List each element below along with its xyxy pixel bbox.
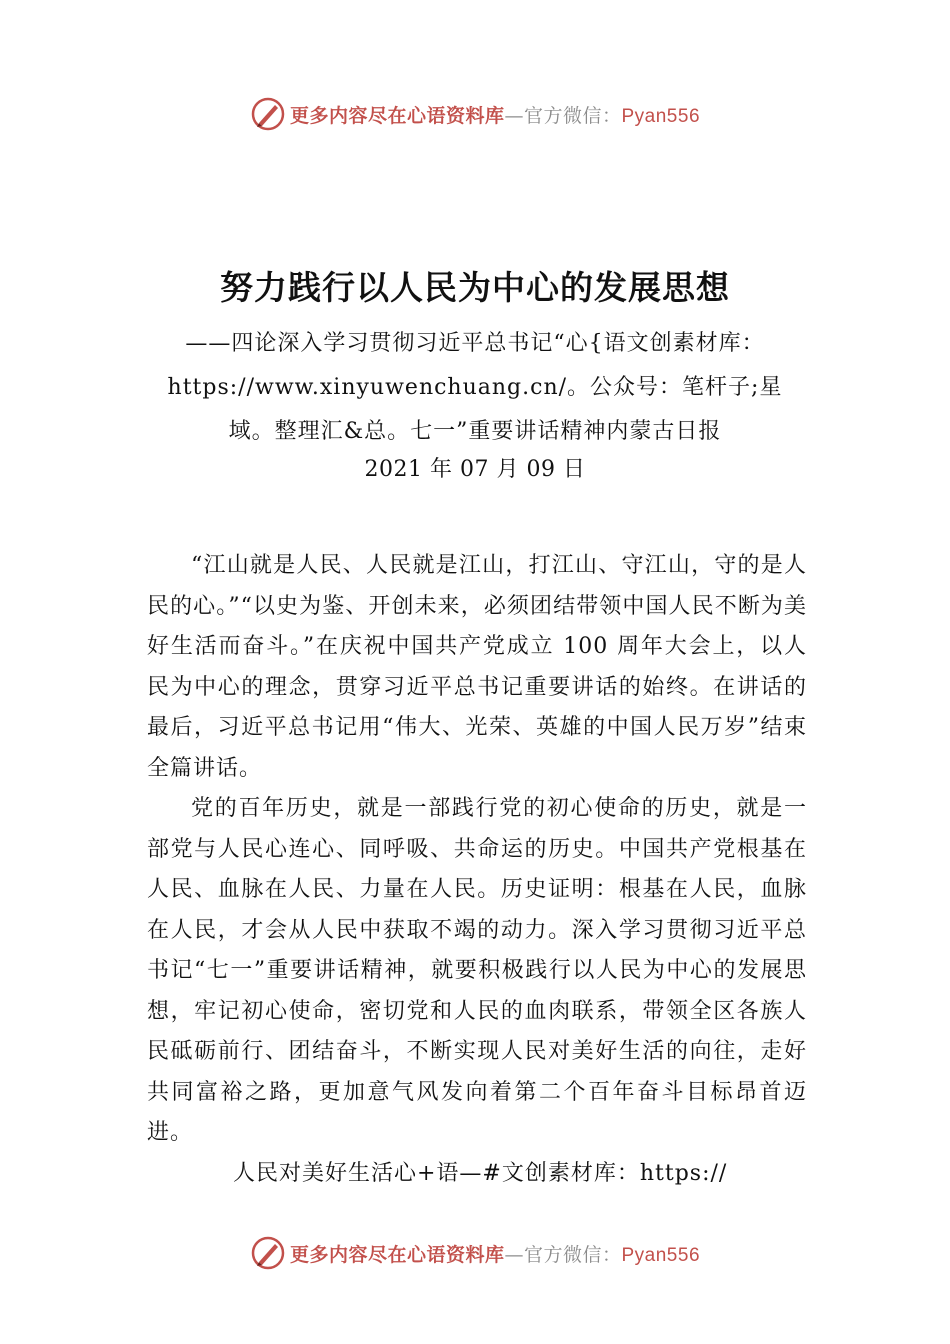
- article-body: [147, 546, 807, 1194]
- watermark-dash: —: [504, 1243, 524, 1266]
- watermark-account: Pyan556: [621, 105, 701, 127]
- watermark-banner-bottom: [0, 1233, 950, 1273]
- watermark-text: [290, 1240, 700, 1267]
- watermark-account: Pyan556: [621, 1244, 701, 1266]
- pen-circle-logo-icon: [250, 1235, 286, 1271]
- watermark-wechat-label: 官方微信：: [523, 1243, 622, 1266]
- watermark-wechat-label: 官方微信：: [523, 104, 622, 127]
- paragraph-2: 党的百年历史，就是一部践行党的初心使命的历史，就是一部党与人民心连心、同呼吸、共命运的历史。中国共产党根基在人民、血脉在人民、力量在人民。历史证明：根基在人民，血脉在人民，才会从人民中获取不竭的动力。深入学习贯彻习近平总书记“七一”重要讲话精神，就要积极践行以人民为中心的发展思想，牢记初心使命，密切党和人民的血肉联系，带领全区各族人民砥砺前行、团结奋斗，不断实现人民对美好生活的向往，走好共同富裕之路，更加意气风发向着第二个百年奋斗目标昂首迈进。: [147, 796, 807, 1145]
- watermark-banner-top: [0, 94, 950, 134]
- watermark-prefix: 更多内容尽在心语资料库: [289, 1243, 505, 1266]
- paragraph-1: “江山就是人民、人民就是江山，打江山、守江山，守的是人民的心。”“以史为鉴、开创未来，必须团结带领中国人民不断为美好生活而奋斗。”在庆祝中国共产党成立 100 周年大会上，以人民为中心的理念，贯穿习近平总书记重要讲话的始终。在讲话的最后，习近平总书记用“伟大、光荣、英雄的中国人民万岁”结束全篇讲话。: [147, 553, 807, 781]
- paragraph-tail: 人民对美好生活心+语—#文创素材库：https://: [233, 1160, 728, 1186]
- watermark-text: [290, 101, 700, 128]
- article-subtitle: ——四论深入学习贯彻习近平总书记“心{语文创素材库：https://www.xinyuwenchuang.cn/。公众号：笔杆子;星域。整理汇&总。七一”重要讲话精神内蒙古日报: [167, 331, 783, 444]
- article-title: 努力践行以人民为中心的发展思想: [220, 268, 730, 307]
- watermark-dash: —: [504, 104, 524, 127]
- article-date: 2021 年 07 月 09 日: [364, 457, 586, 482]
- watermark-prefix: 更多内容尽在心语资料库: [289, 104, 505, 127]
- pen-circle-logo-icon: [250, 96, 286, 132]
